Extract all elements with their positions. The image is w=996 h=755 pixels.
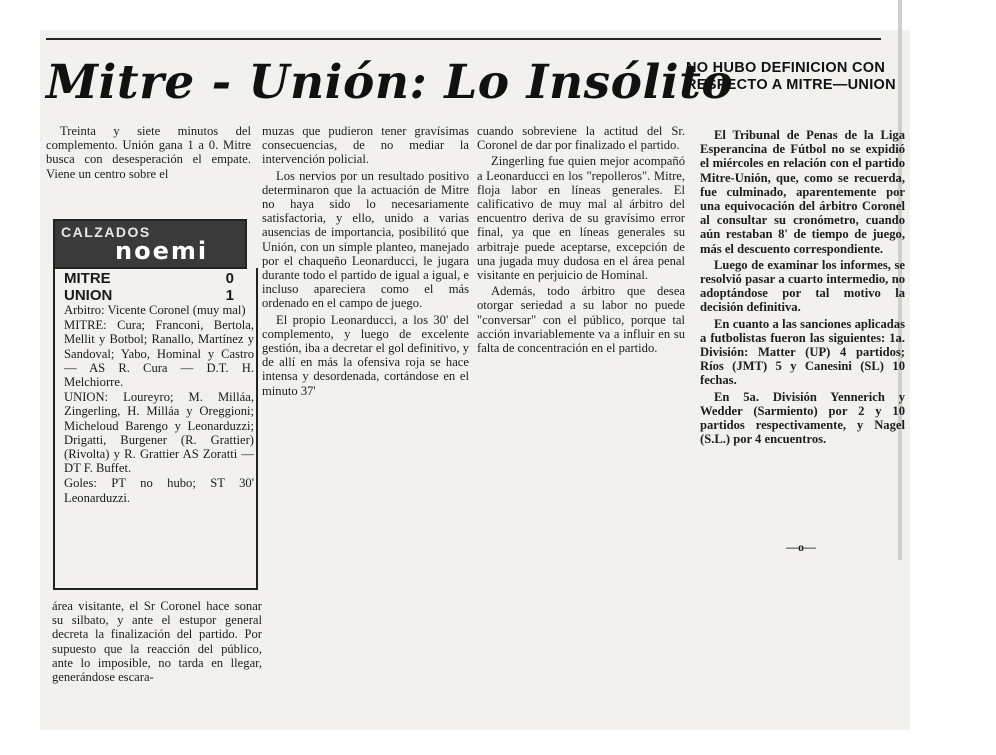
paragraph: El Tribunal de Penas de la Liga Esperancina de Fútbol no se expidió el miércoles en relación con el partido Mitre-Unión, que, como se recuerda, fue culminado, aparentemente por una equivocación del árbitro Coronel al consultar su cronómetro, cuando aún restaban 8' de tiempo de juego, más el descuento correspondiente.	[700, 128, 905, 256]
paragraph: Además, todo árbitro que desea otorgar seriedad a su labor no puede "conversar" con el público, porque tal acción invariablemente va a influir en su falta de concentración en el partido.	[477, 284, 685, 356]
end-mark: —o—	[786, 540, 816, 554]
paragraph: Luego de examinar los informes, se resolvió pasar a cuarto intermedio, no adoptándose por tal motivo la decisión definitiva.	[700, 257, 905, 315]
advertisement	[53, 219, 247, 269]
paragraph: En 5a. División Yennerich y Wedder (Sarmiento) por 2 y 10 partidos respectivamente, y Nagel (S.L.) por 4 encuentros.	[700, 389, 905, 447]
score-row-mitre	[64, 270, 234, 286]
team-name: UNION	[64, 287, 113, 304]
paragraph: muzas que pudieron tener gravísimas consecuencias, de no mediar la intervención policial.	[262, 124, 469, 167]
ad-label: CALZADOS	[61, 224, 151, 240]
column-1-bottom	[52, 599, 262, 686]
paragraph: cuando sobreviene la actitud del Sr. Coronel de dar por finalizado el partido.	[477, 124, 685, 153]
paragraph: área visitante, el Sr Coronel hace sonar su silbato, y ante el estupor general decreta la finalización del partido. Por supuesto que la reacción del público, ante lo imposible, no tarda en llegar, generándose escara-	[52, 599, 262, 685]
column-3	[477, 124, 685, 357]
paragraph: Los nervios por un resultado positivo determinaron que la actuación de Mitre no haya sido lo necesariamente satisfactoria, y ello, unido a varias ausencias de importancia, posibilitó que Unión, con un simple planteo, manejado por el chaqueño Leonarducci, le jugara durante todo el partido de igual a igual, e incluso apareciera como el más ordenado en el campo de juego.	[262, 168, 469, 311]
paragraph: Treinta y siete minutos del complemento. Unión gana 1 a 0. Mitre busca con desesperación el empate. Viene un centro sobre el	[46, 124, 251, 181]
column-1-top	[46, 124, 251, 183]
top-rule	[46, 38, 881, 40]
team-goals: 0	[225, 270, 234, 287]
side-article-title: NO HUBO DEFINICION CON RESPECTO A MITRE—UNION	[686, 60, 896, 93]
ad-brand: noemi	[115, 237, 209, 265]
union-lineup: UNION: Loureyro; M. Milláa, Zingerling, H. Milláa y Oreggioni; Micheloud Barengo y Leonarduzzi; Drigatti, Burgener (R. Grattier) (Rivolta) y R. Grattier AS Zoratti — DT F. Buffet.	[64, 390, 254, 476]
team-name: MITRE	[64, 270, 111, 287]
referee-line: Arbitro: Vicente Coronel (muy mal)	[64, 303, 246, 317]
score-row-union	[64, 287, 234, 303]
column-4	[700, 128, 905, 448]
paragraph: Zingerling fue quien mejor acompañó a Leonarducci en los "repolleros". Mitre, floja labor en líneas generales. El calificativo de muy mal al árbitro del encuentro deriva de su gravísimo error final, ya que en líneas generales su arbitraje puede aceptarse, excepción de una jugada muy dudosa en el área penal visitante en perjuicio de Hominal.	[477, 154, 685, 283]
headline: Mitre - Unión: Lo Insólito	[46, 55, 734, 110]
paragraph: En cuanto a las sanciones aplicadas a futbolistas fueron las siguientes: 1a. División: Matter (UP) 4 partidos; Ríos (JMT) 5 y Canesini (SL) 10 fechas.	[700, 316, 905, 388]
paragraph: El propio Leonarducci, a los 30' del complemento, y luego de excelente gestión, iba a decretar el gol definitivo, y de allí en más la ofensiva roja se hace intensa y desordenada, cortándose en el minuto 37'	[262, 312, 469, 398]
team-goals: 1	[225, 287, 234, 304]
lineup-text	[64, 303, 254, 506]
mitre-lineup: MITRE: Cura; Franconi, Bertola, Mellit y Botbol; Ranallo, Martínez y Sandoval; Yabo, Hominal y Castro — AS R. Cura — D.T. H. Melchiorre.	[64, 318, 254, 390]
column-2	[262, 124, 469, 400]
goals-line: Goles: PT no hubo; ST 30' Leonarduzzi.	[64, 476, 254, 505]
